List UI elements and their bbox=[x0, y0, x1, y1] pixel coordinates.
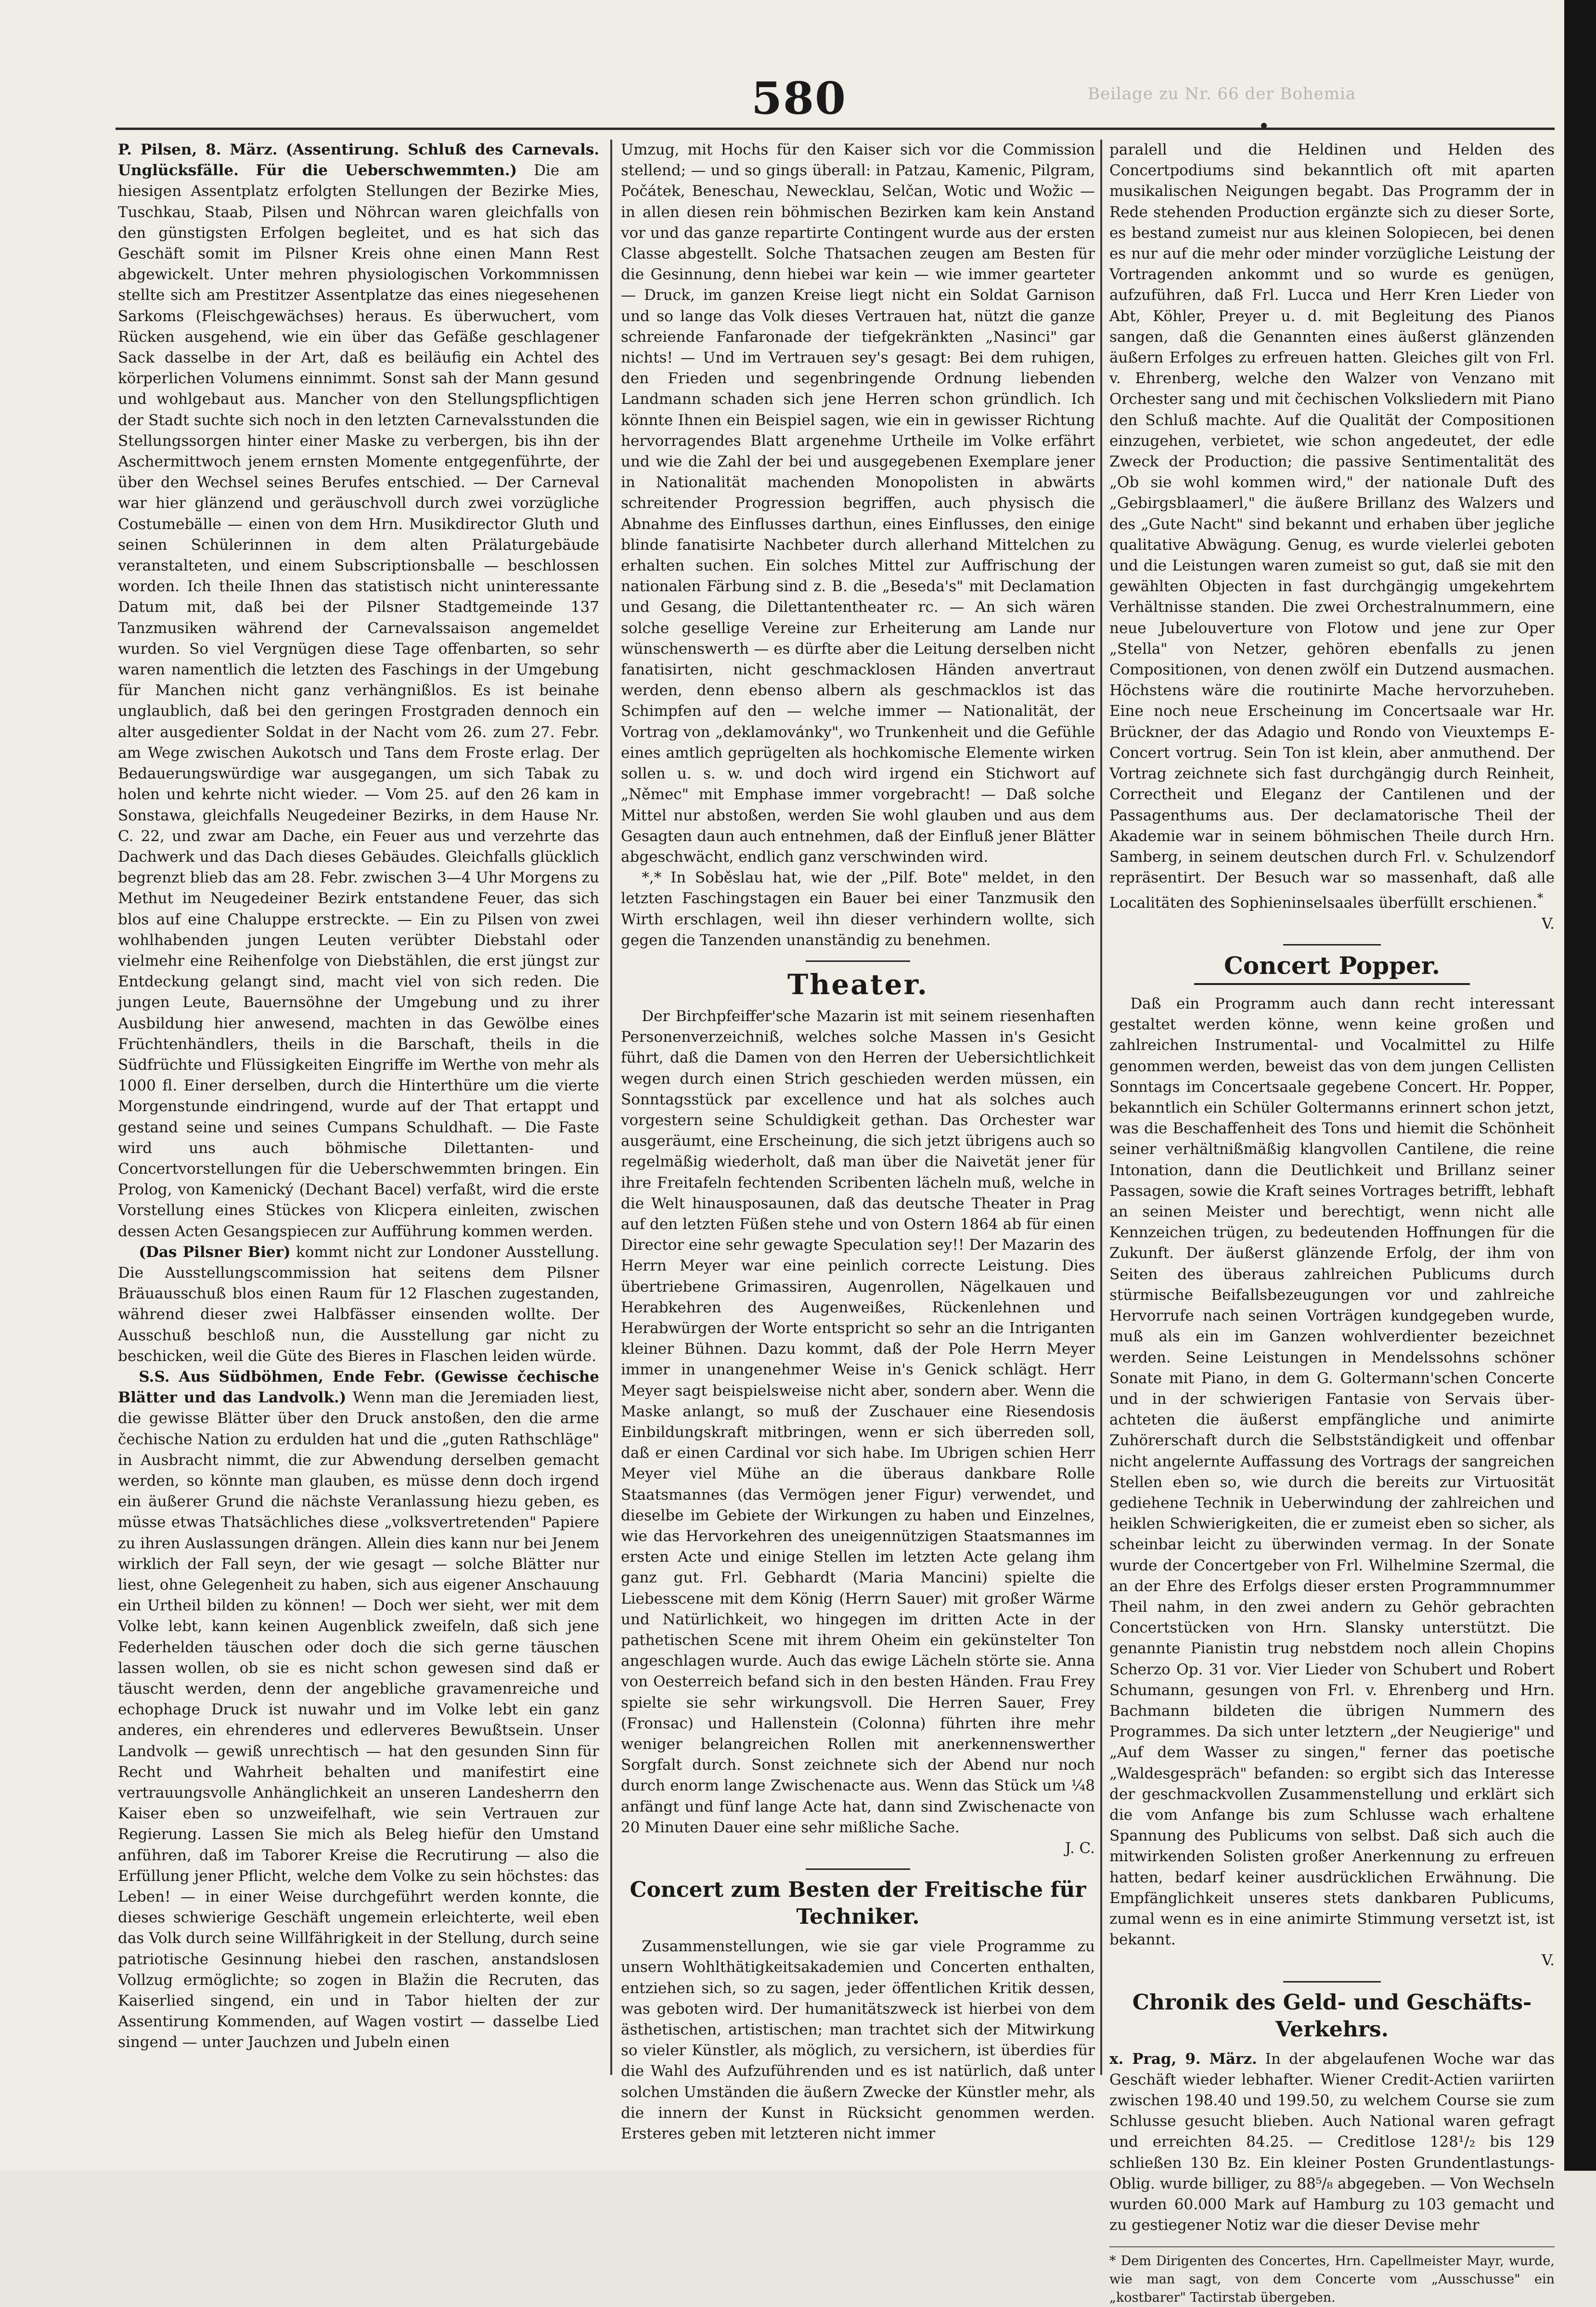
concert-popper-review: Daß ein Programm auch dann recht interessant gestaltet werden könne, wenn keine großen und zahlreichen Instrumental- und Vocalmittel zu Hilfe genommen werden, beweist das von dem jungen Cellisten Sonntags im Concertsaale gegebene Concert. Hr. Popper, bekanntlich ein Schüler Goltermanns erinnert schon jetzt, was die Beschaffenheit des Tons und hiemit die Schönheit seiner verhältnißmäßig klangvollen Cantilene, die reine Intonation, dann die Deutlichkeit und Brillanz seiner Passagen, sowie die Kraft seines Vortrages betrifft, lebhaft an seinen Meister und berechtigt, wenn nicht alle Kennzeichen trügen, zu bedeutenden Hoffnungen für die Zukunft. Der äußerst glänzende Erfolg, der ihm von Seiten des überaus zahlreichen Publicums durch stürmische Beifallsbezeugungen vor und zahlreiche Hervorrufe nach seinen Vorträgen kundgegeben wurde, muß als ein im Ganzen wohlverdienter bezeichnet werden. Seine Leistungen in Mendelssohns schöner Sonate mit Piano, in dem G. Goltermann'schen Concerte und in der schwierigen Fantasie von Servais über-achteten die äußerst empfängliche und animirte Zuhörerschaft durch die Selbstständigkeit und offenbar nicht angelernte Auffassung des Vortrags der sangreichen Stellen eben so, wie durch die bereits zur Virtuosität gediehene Technik in Ueberwindung der zahlreichen und heiklen Schwierigkeiten, die er zumeist eben so sicher, als scheinbar leicht zu überwinden vermag. In der Sonate wurde der Concertgeber von Frl. Wilhelmine Szermal, die an der Ehre des Erfolgs dieser ersten Programmnummer Theil nahm, in den zwei andern zu Gehör gebrachten Concertstücken von Hrn. Slansky unterstützt. Die genannte Pianistin trug nebstdem noch allein Chopins Scherzo Op. 31 vor. Vier Lieder von Schubert und Robert Schumann, gesungen von Frl. v. Ehrenberg und Hrn. Bachmann bildeten die übrigen Nummern des Programmes. Da sich unter letztern „der Neugierige" und „Auf dem Wasser zu singen," ferner das poetische „Waldesgespräch" befanden: so ergibt sich das Interesse der geschmackvollen Zusammenstellung und erklärt sich die vom Anfange bis zum Schlusse wach erhaltene Spannung des Publicums von selbst. Daß sich auch die mitwirkenden Solisten großer Anerkennung zu erfreuen hatten, bedarf keiner ausdrücklichen Erwähnung. Die Empfänglichkeit unseres stets dankbaren Publicums, zumal wenn es in eine animirte Stimmung versetzt ist, ist bekannt. bbox=[1109, 995, 1555, 1949]
author-signature: V. bbox=[1542, 1952, 1555, 1970]
section-rule bbox=[806, 960, 910, 962]
article-text: Wenn man die Jeremiaden liest, die gewisse Blätter über den Druck anstoßen, den die arme čechische Nation zu erdulden hat und die „guten Rathschläge" in Ausbracht nimmt, die zur Abwendung derselben gemacht werden, so könnte man glauben, es müsse denn doch irgend ein äußerer Grund die nächste Veranlassung hiezu geben, es müsse etwas Thatsächliches diese „volksvertretenden" Papiere zu ihren Auslassungen drängen. Allein dies kann nur bei Jenem wirklich der Fall seyn, der wie gesagt — solche Blätter nur liest, ohne Gelegenheit zu haben, sich aus eigener Anschauung ein Urtheil bilden zu können! — Doch wer sieht, wer mit dem Volke lebt, kann keinen Augenblick zweifeln, daß sich jene Federhelden täuschen oder doch die sich gerne täuschen lassen wollen, ob sie es nicht schon gewesen sind daß er täuscht werden, denn der angebliche gravamenreiche und echophage Druck ist nuwahr und im Volke lebt ein ganz anderes, ein ehrenderes und edlerveres Bewußtsein. Unser Landvolk — gewiß unrechtisch — hat den gesunden Sinn für Recht und Wahrheit behalten und manifestirt eine vertrauungsvolle Anhänglichkeit an unseren Landesherrn den Kaiser eben so unzweifelhaft, wie sein Vertrauen zur Regierung. Lassen Sie mich als Beleg hiefür den Umstand anführen, daß im Taborer Kreise die Recrutirung — also die Erfüllung jener Pflicht, welche dem Volke zu sein höchstes: das Leben! — in einer Weise durchgeführt werden konnte, die dieses schwierige Geschäft ungemein erleichterte, weil eben das Volk durch seine Willfährigkeit in der Stellung, durch seine patriotische Gesinnung hiebei den raschen, anstandslosen Vollzug ermöglichte; so zogen in Blažin die Recruten, das Kaiserlied singend, ein und in Tabor hielten der zur Assentirung Kommenden, auf Wagen vostirt — dasselbe Lied singend — unter Jauchzen und Jubeln einen bbox=[118, 1389, 599, 2051]
chronik-report bbox=[1109, 2049, 1555, 2236]
scan-edge bbox=[1564, 0, 1596, 2171]
author-signature: J. C. bbox=[1065, 1840, 1095, 1857]
article-pilsner-bier bbox=[118, 1242, 599, 1367]
dateline: P. Pilsen, 8. März. bbox=[118, 141, 278, 158]
article-topic: (Assentirung. Schluß des Carnevals. Unglücksfälle. Für die Ueberschwemmten.) bbox=[118, 141, 599, 180]
article-continuation: Umzug, mit Hochs für den Kaiser sich vor die Commission stellend; — und so gings überall: in Patzau, Kamenic, Pilgram, Počátek, Beneschau, Newecklau, Selčan, Wotic und Wožic — in allen diesen rein böhmischen Bezirken kam kein Anstand vor und das ganze repartirte Contingent wurde aus der ersten Classe abgestellt. Solche Thatsachen zeugen am Besten für die Gesinnung, denn hiebei war kein — wie immer gearteter — Druck, im ganzen Kreise liegt nicht ein Soldat Garnison und so lange das Volk dieses Vertrauen hat, nützt die ganze schreiende Fanfaronade der tiefgekränkten „Nasinci" gar nichts! — Und im Vertrauen sey's gesagt: Bei dem ruhigen, den Frieden und segenbringende Ordnung liebenden Landmann schaden sich jene Herren schon gründlich. Ich könnte Ihnen ein Beispiel sagen, wie ein in gewisser Richtung hervorragendes Blatt argenehme Urtheile im Volke erfährt und wie die Zahl der bei und ausgegebenen Exemplare jener in Nationalität machenden Monopolisten in abwärts schreitender Progression begriffen, auch physisch die Abnahme des Einflusses darthun, eines Einflusses, den einige blinde fanatisirte Nachbeter durch allerhand Mittelchen zu erhalten suchen. Ein solches Mittel zur Auffrischung der nationalen Färbung sind z. B. die „Beseda's" mit Declamation und Gesang, die Dilettantentheater rc. — An sich wären solche gesellige Vereine zur Erheiterung am Lande nur wünschenswerth — es dürfte aber die Leitung derselben nicht fanatisirten, nicht geschmacklosen Händen anvertraut werden, denn ebenso albern als geschmacklos ist das Schimpfen auf den — welche immer — Nationalität, der Vortrag von „deklamovánky", wo Trunkenheit und die Gefühle eines amtlich geprügelten als hochkomische Elemente wirken sollen u. s. w. und doch wird irgend ein Stichwort auf „Němec" mit Emphase immer vorgebracht! — Daß solche Mittel nur abstoßen, werden Sie wohl glauben und aus dem Gesagten daun auch entnehmen, daß der Einfluß jener Blätter abgeschwächt, endlich ganz verschwinden wird. bbox=[621, 141, 1095, 866]
section-heading-chronik: Chronik des Geld- und Geschäfts-Verkehrs. bbox=[1132, 1990, 1532, 2042]
article-sobeslau: *,* In Soběslau hat, wie der „Pilf. Bote" meldet, in den letzten Faschingstagen ein Bauer bei einer Tanzmusik den Wirth erschlagen, weil ihn dieser verhindern wollte, sich gegen die Tanzenden unanständig zu benehmen. bbox=[621, 869, 1095, 949]
article-pilsen bbox=[118, 140, 599, 1242]
footnote: * Dem Dirigenten des Concertes, Hrn. Capellmeister Mayr, wurde, wie man sagt, von dem Concerte vom „Ausschusse" ein „kostbarer" Tactirstab übergeben. bbox=[1109, 2246, 1555, 2307]
section-rule bbox=[806, 1868, 910, 1870]
column-1 bbox=[118, 140, 599, 2085]
column-3 bbox=[1109, 140, 1555, 2306]
bleed-through-heading: Beilage zu Nr. 66 der Bohemia bbox=[1088, 84, 1356, 104]
author-signature: V. bbox=[1542, 915, 1555, 933]
page-number: 580 bbox=[751, 72, 847, 124]
dateline: S.S. Aus Südböhmen, Ende Febr. bbox=[139, 1368, 425, 1386]
column-divider bbox=[610, 140, 612, 2075]
concert-review: Zusammenstellungen, wie sie gar viele Programme zu unsern Wohlthätigkeitsakademien und Concerten enthalten, entziehen sich, so zu sagen, jeder öffentlichen Kritik dessen, was geboten wird. Der humanitätszweck ist hierbei von dem ästhetischen, artistischen; man trachtet sich der Mitwirkung so vieler Künstler, als möglich, zu versichern, ist überdies für die Wahl des Aufzuführenden und es ist natürlich, daß unter solchen Umständen die äußern Zwecke der Künstler mehr, als die innern der Kunst in Rücksicht genommen werden. Ersteres geben mit letzteren nicht immer bbox=[621, 1938, 1095, 2143]
article-text: kommt nicht zur Londoner Ausstellung. Die Ausstellungscommission hat seitens dem Pilsner Bräuausschuß blos einen Raum für 12 Flaschen zugestanden, während dieser zwei Halbfässer einsenden wollte. Der Ausschuß beschloß nun, die Ausstellung gar nicht zu beschicken, weil die Güte des Bieres in Flaschen leiden würde. bbox=[118, 1243, 599, 1365]
header-rule bbox=[116, 128, 1555, 130]
column-divider bbox=[1100, 140, 1102, 2075]
concert-review-continuation bbox=[1109, 140, 1555, 914]
article-topic: (Das Pilsner Bier) bbox=[139, 1243, 291, 1261]
article-suedboehmen bbox=[118, 1367, 599, 2053]
theater-review: Der Birchpfeiffer'sche Mazarin ist mit seinem riesenhaften Personenverzeichniß, welches solche Massen in's Gesicht führt, daß die Damen von den Herren der Uebersichtlichkeit wegen durch einen Strich geschieden werden müssen, ein Sonntagsstück par excellence und hat als solches auch vorgestern seine Schuldigkeit gethan. Das Orchester war ausgeräumt, eine Erscheinung, die sich jetzt übrigens auch so regelmäßig wiederholt, daß man über die Naivetät jener für ihre Freitafeln fechtenden Scribenten lächeln muß, welche in die Welt hinausposaunen, daß das deutsche Theater in Prag auf den letzten Füßen stehe und von Ostern 1864 ab für einen Director eine sehr gewagte Speculation sey!! Der Mazarin des Herrn Meyer war eine peinlich correcte Leistung. Dies übertriebene Grimassiren, Augenrollen, Nägelkauen und Herabkehren des Augenweißes, Rückenlehnen und Herabwürgen der Worte entspricht so sehr an die Intriganten kleiner Bühnen. Dazu kommt, daß der Pole Herrn Meyer immer in unangenehmer Weise in's Genick schlägt. Herr Meyer sagt beispielsweise nicht aber, sondern aber. Wenn die Maske anlangt, so muß der Zuschauer eine Riesendosis Einbildungskraft mitbringen, wenn er sich überreden soll, daß er einen Cardinal vor sich habe. Im Ubrigen schien Herr Meyer viel Mühe an die überaus dankbare Rolle Staatsmannes (das Vermögen jener Figur) verwendet, und dieselbe im Gebiete der Wirkungen zu haben und Einzelnes, wie das Hervorkehren des uneigennützigen Staatsmannes im ersten Acte und einige Stellen im letzten Acte gelang ihm ganz gut. Frl. Gebhardt (Maria Mancini) spielte die Liebesscene mit dem König (Herrn Sauer) mit großer Wärme und Natürlichkeit, wo hingegen im dritten Acte in der pathetischen Scene mit ihrem Oheim ein gekünstelter Ton angeschlagen wurde. Auch das ewige Lächeln störte sie. Anna von Oesterreich befand sich in den besten Händen. Frau Frey spielte sie sehr wirkungsvoll. Die Herren Sauer, Frey (Fronsac) und Hallenstein (Colonna) führten ihre mehr weniger belangreichen Rollen mit anerkennenswerther Sorgfalt durch. Sonst zeichnete sich der Abend nur noch durch enorm lange Zwischenacte aus. Wenn das Stück um ¼8 anfängt und fünf lange Acte hat, dann sind Zwischenacte von 20 Minuten Dauer eine sehr mißliche Sache. bbox=[621, 1007, 1095, 1836]
article-text: Die am hiesigen Assentplatz erfolgten Stellungen der Bezirke Mies, Tuschkau, Staab, Pilsen und Nöhrcan waren gleichfalls von den günstigsten Erfolgen begleitet, und es hat sich das Geschäft somit im Pilsner Kreis ohne einen Mann Rest abgewickelt. Unter mehren physiologischen Vorkommnissen stellte sich am Prestitzer Assentplatze das eines niegesehenen Sarkoms (Fleischgewächses) heraus. Es überwuchert, vom Rücken ausgehend, wie ein über das Gefäße geschlagener Sack dasselbe in der Art, daß es beiläufig ein Achtel des körperlichen Volumens einnimmt. Sonst sah der Mann gesund und wohlgebaut aus. Mancher von den Stellungspflichtigen der Stadt suchte sich noch in den letzten Carnevalsstunden die Stellungssorgen hinter einer Maske zu verbergen, bis ihn der Aschermittwoch jenem ernsten Momente entgegenführte, der über den Wechsel seines Berufes entschied. — Der Carneval war hier glänzend und geräuschvoll durch zwei vorzügliche Costumebälle — einen von dem Hrn. Musikdirector Gluth und seinen Schülerinnen in dem alten Prälaturgebäude veranstalteten, und einem Subscriptionsballe — beschlossen worden. Ich theile Ihnen das statistisch nicht uninteressante Datum mit, daß bei der Pilsner Stadtgemeinde 137 Tanzmusiken während der Carnevalssaison angemeldet wurden. So viel Vergnügen diese Tage offenbarten, so sehr waren namentlich die letzten des Faschings in der Umgebung für Manchen nicht ganz verhängnißlos. Es ist beinahe unglaublich, daß bei den geringen Frostgraden dennoch ein alter ausgedienter Soldat in der Nacht vom 26. zum 27. Febr. am Wege zwischen Aukotsch und Tans dem Froste erlag. Der Bedauerungswürdige war ausgegangen, um sich Tabak zu holen und kehrte nicht wieder. — Vom 25. auf den 26 kam in Sonstawa, gleichfalls Neugedeiner Bezirks, in dem Hause Nr. C. 22, und zwar am Dache, ein Feuer aus und verzehrte das Dachwerk und das Dach dieses Gebäudes. Gleichfalls glücklich begrenzt blieb das am 28. Febr. zwischen 3—4 Uhr Morgens zu Methut im Neugedeiner Bezirk entstandene Feuer, das sich blos auf eine Chaluppe erstreckte. — Ein zu Pilsen von zwei wohlhabenden jungen Leuten verübter Diebstahl oder vielmehr eine Reihenfolge von Diebstählen, die erst jüngst zur Entdeckung gelangt sind, macht viel von sich reden. Die jungen Leute, Bauernsöhne der Umgebung und zu ihrer Ausbildung hier anwesend, machten in das Gewölbe eines Früchtenhändlers, theils in die Barschaft, theils in die Südfrüchte und Flüssigkeiten Eingriffe im Werthe von mehr als 1000 fl. Einer derselben, durch die Hinterthüre um die vierte Morgenstunde eindringend, wurde auf der That ertappt und gestand seine und seines Cumpans Schuldhaft. — Die Faste wird uns auch böhmische Dilettanten- und Concertvorstellungen für die Ueberschwemmten bringen. Ein Prolog, von Kamenický (Dechant Bacel) verfaßt, wird die erste Vorstellung eines Stückes von Klicpera einleiten, zwischen dessen Acten Gesangspiecen zur Aufführung kommen werden. bbox=[118, 162, 599, 1240]
dateline: x. Prag, 9. März. bbox=[1109, 2050, 1257, 2068]
column-2 bbox=[621, 140, 1095, 2143]
article-text: paralell und die Heldinen und Helden des Concertpodiums sind bekanntlich oft mit aparten musikalischen Neigungen begabt. Das Programm der in Rede stehenden Production ergänzte sich zu dieser Sorte, es bestand zumeist nur aus kleinen Solopiecen, bei denen es nur auf die mehr oder minder vorzügliche Leistung der Vortragenden ankommt und so wurde es genügen, aufzuführen, daß Frl. Lucca und Herr Kren Lieder von Abt, Köhler, Preyer u. d. mit Begleitung des Pianos sangen, daß die Genannten eines äußerst glänzenden äußern Erfolges zu erfreuen hatten. Gleiches gilt von Frl. v. Ehrenberg, welche den Walzer von Venzano mit Orchester sang und mit čechischen Volksliedern mit Piano den Schluß machte. Auf die Qualität der Compositionen einzugehen, verbietet, wie schon angedeutet, der edle Zweck der Production; die passive Sentimentalität des „Ob sie wohl kommen wird," der nationale Duft des „Gebirgsblaamerl," die äußere Brillanz des Walzers und des „Gute Nacht" sind bekannt und erhaben über jegliche qualitative Abwägung. Genug, es wurde vielerlei geboten und die Leistungen waren zumeist so gut, daß sie mit den gewählten Objecten in fast durchgängig umgekehrtem Verhältnisse standen. Die zwei Orchestralnummern, eine neue Jubelouverture von Flotow und jene zur Oper „Stella" von Netzer, gehören ebenfalls zu jenen Compositionen, von denen zwölf ein Dutzend ausmachen. Höchstens wäre die routinirte Mache hervorzuheben. Eine noch neue Erscheinung im Concertsaale war Hr. Brückner, der das Adagio und Rondo von Vieuxtemps E-Concert vortrug. Sein Ton ist klein, aber anmuthend. Der Vortrag zeichnete sich fast durchgängig durch Reinheit, Correctheit und Eleganz der Cantilenen und der Passagenthums aus. Der declamatorische Theil der Akademie war in seinem böhmischen Theile durch Hrn. Samberg, in seinem deutschen durch Frl. v. Schulzendorf repräsentirt. Der Besuch war so massenhaft, daß alle Localitäten des Sophieninselsaales überfüllt erschienen. bbox=[1109, 141, 1555, 912]
article-text: In der abgelaufenen Woche war das Geschäft wieder lebhafter. Wiener Credit-Actien variirten zwischen 198.40 und 199.50, zu welchem Course sie zum Schlusse gesucht blieben. Auch National waren gefragt und erreichten 84.25. — Creditlose 128¹/₂ bis 129 schließen 130 Bz. Ein kleiner Posten Grundentlastungs-Oblig. wurde billiger, zu 88⁵/₈ abgegeben. — Von Wechseln wurden 60.000 Mark auf Hamburg zu 103 gemacht und zu gestiegener Notiz war die dieser Devise mehr bbox=[1109, 2050, 1555, 2234]
footnote-marker: * bbox=[1537, 891, 1544, 906]
section-rule bbox=[1283, 1981, 1381, 1983]
section-heading-concert-popper: Concert Popper. bbox=[1194, 951, 1470, 985]
article-topic: (Gewisse čechische Blätter und das Landvolk.) bbox=[118, 1368, 599, 1407]
section-rule bbox=[1283, 944, 1381, 946]
section-heading-concert-freitische: Concert zum Besten der Freitische für Techniker. bbox=[630, 1878, 1086, 1930]
section-heading-theater: Theater. bbox=[787, 968, 928, 1001]
